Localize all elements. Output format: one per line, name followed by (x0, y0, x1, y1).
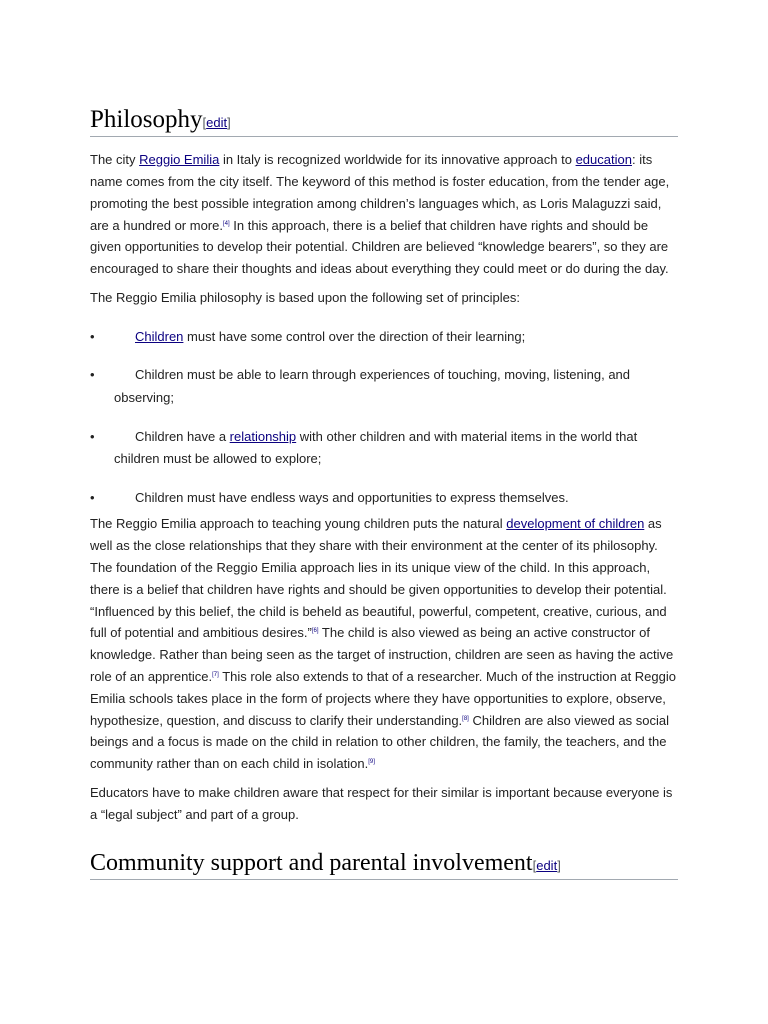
link-children[interactable]: Children (135, 328, 184, 344)
link-development-of-children[interactable]: development of children (506, 516, 645, 532)
link-reggio-emilia[interactable]: Reggio Emilia (139, 152, 220, 168)
bullet-icon: • (90, 489, 95, 505)
reference-4[interactable]: [4] (222, 220, 230, 227)
paragraph-approach: The Reggio Emilia approach to teaching young children puts the natural development of children as well as the close relationships that they share with their environment at the center of its philosophy. The foundation of the Reggio Emilia approach lies in its unique view of the child. In this approach, there is a belief that children have rights and should be given opportunities to develop their potential. “Influenced by this belief, the child is beheld as beautiful, powerful, competent, creative, curious, and full of potential and ambitious desires.”[6] The child is also viewed as being an active constructor of knowledge. Rather than being seen as the target of instruction, children are seen as having the active role of an apprentice.[7] This role also extends to that of a researcher. Much of the instruction at Reggio Emilia schools takes place in the form of projects where they have opportunities to explore, observe, hypothesize, question, and discuss to clarify their understanding.[8] Children are also viewed as social beings and a focus is made on the child in relation to other children, the family, the teachers, and the community rather than on each child in isolation.[9] (90, 516, 676, 772)
principles-list (90, 326, 678, 510)
edit-section-link[interactable]: edit (536, 857, 558, 873)
link-education[interactable]: education (575, 152, 632, 168)
reference-8[interactable]: [8] (462, 715, 469, 722)
paragraph-educators: Educators have to make children aware that respect for their similar is important because everyone is a “legal subject” and part of a group. (90, 784, 673, 822)
bullet-icon: • (90, 428, 95, 444)
paragraph-intro: The city Reggio Emilia in Italy is recognized worldwide for its innovative approach to education: its name comes from the city itself. The keyword of this method is foster education, from the tender age, promoting the best possible integration among children’s languages which, as Loris Malaguzzi said, are a hundred or more.[4] In this approach, there is a belief that children have rights and should be given opportunities to develop their potential. Children are believed “knowledge bearers”, so they are encouraged to share their thoughts and ideas about everything they could meet or do during the day. (90, 152, 670, 277)
reference-6[interactable]: [6] (311, 628, 319, 635)
section-title: Philosophy (90, 106, 203, 133)
bullet-icon: • (90, 328, 95, 344)
paragraph-principles-intro: The Reggio Emilia philosophy is based upon the following set of principles: (90, 290, 520, 306)
edit-section-wrapper: [edit] (532, 857, 561, 873)
edit-section-link[interactable]: edit (206, 115, 228, 130)
list-item: • Children must be able to learn through experiences of touching, moving, listening, and observing; (90, 364, 678, 409)
edit-section-wrapper: [edit] (202, 115, 231, 130)
link-relationship[interactable]: relationship (229, 428, 297, 444)
section-title: Community support and parental involvement (90, 849, 533, 876)
section-heading-philosophy (90, 104, 678, 137)
bullet-icon: • (90, 367, 95, 383)
reference-7[interactable]: [7] (212, 671, 219, 678)
article-content (90, 104, 678, 880)
list-item: • Children must have some control over the direction of their learning; (90, 326, 678, 349)
list-item: • Children have a relationship with other children and with material items in the world that children must be allowed to explore; (90, 426, 678, 471)
reference-9[interactable]: [9] (368, 759, 375, 766)
list-item: • Children must have endless ways and opportunities to express themselves. (90, 487, 678, 510)
section-heading-community (90, 848, 678, 880)
